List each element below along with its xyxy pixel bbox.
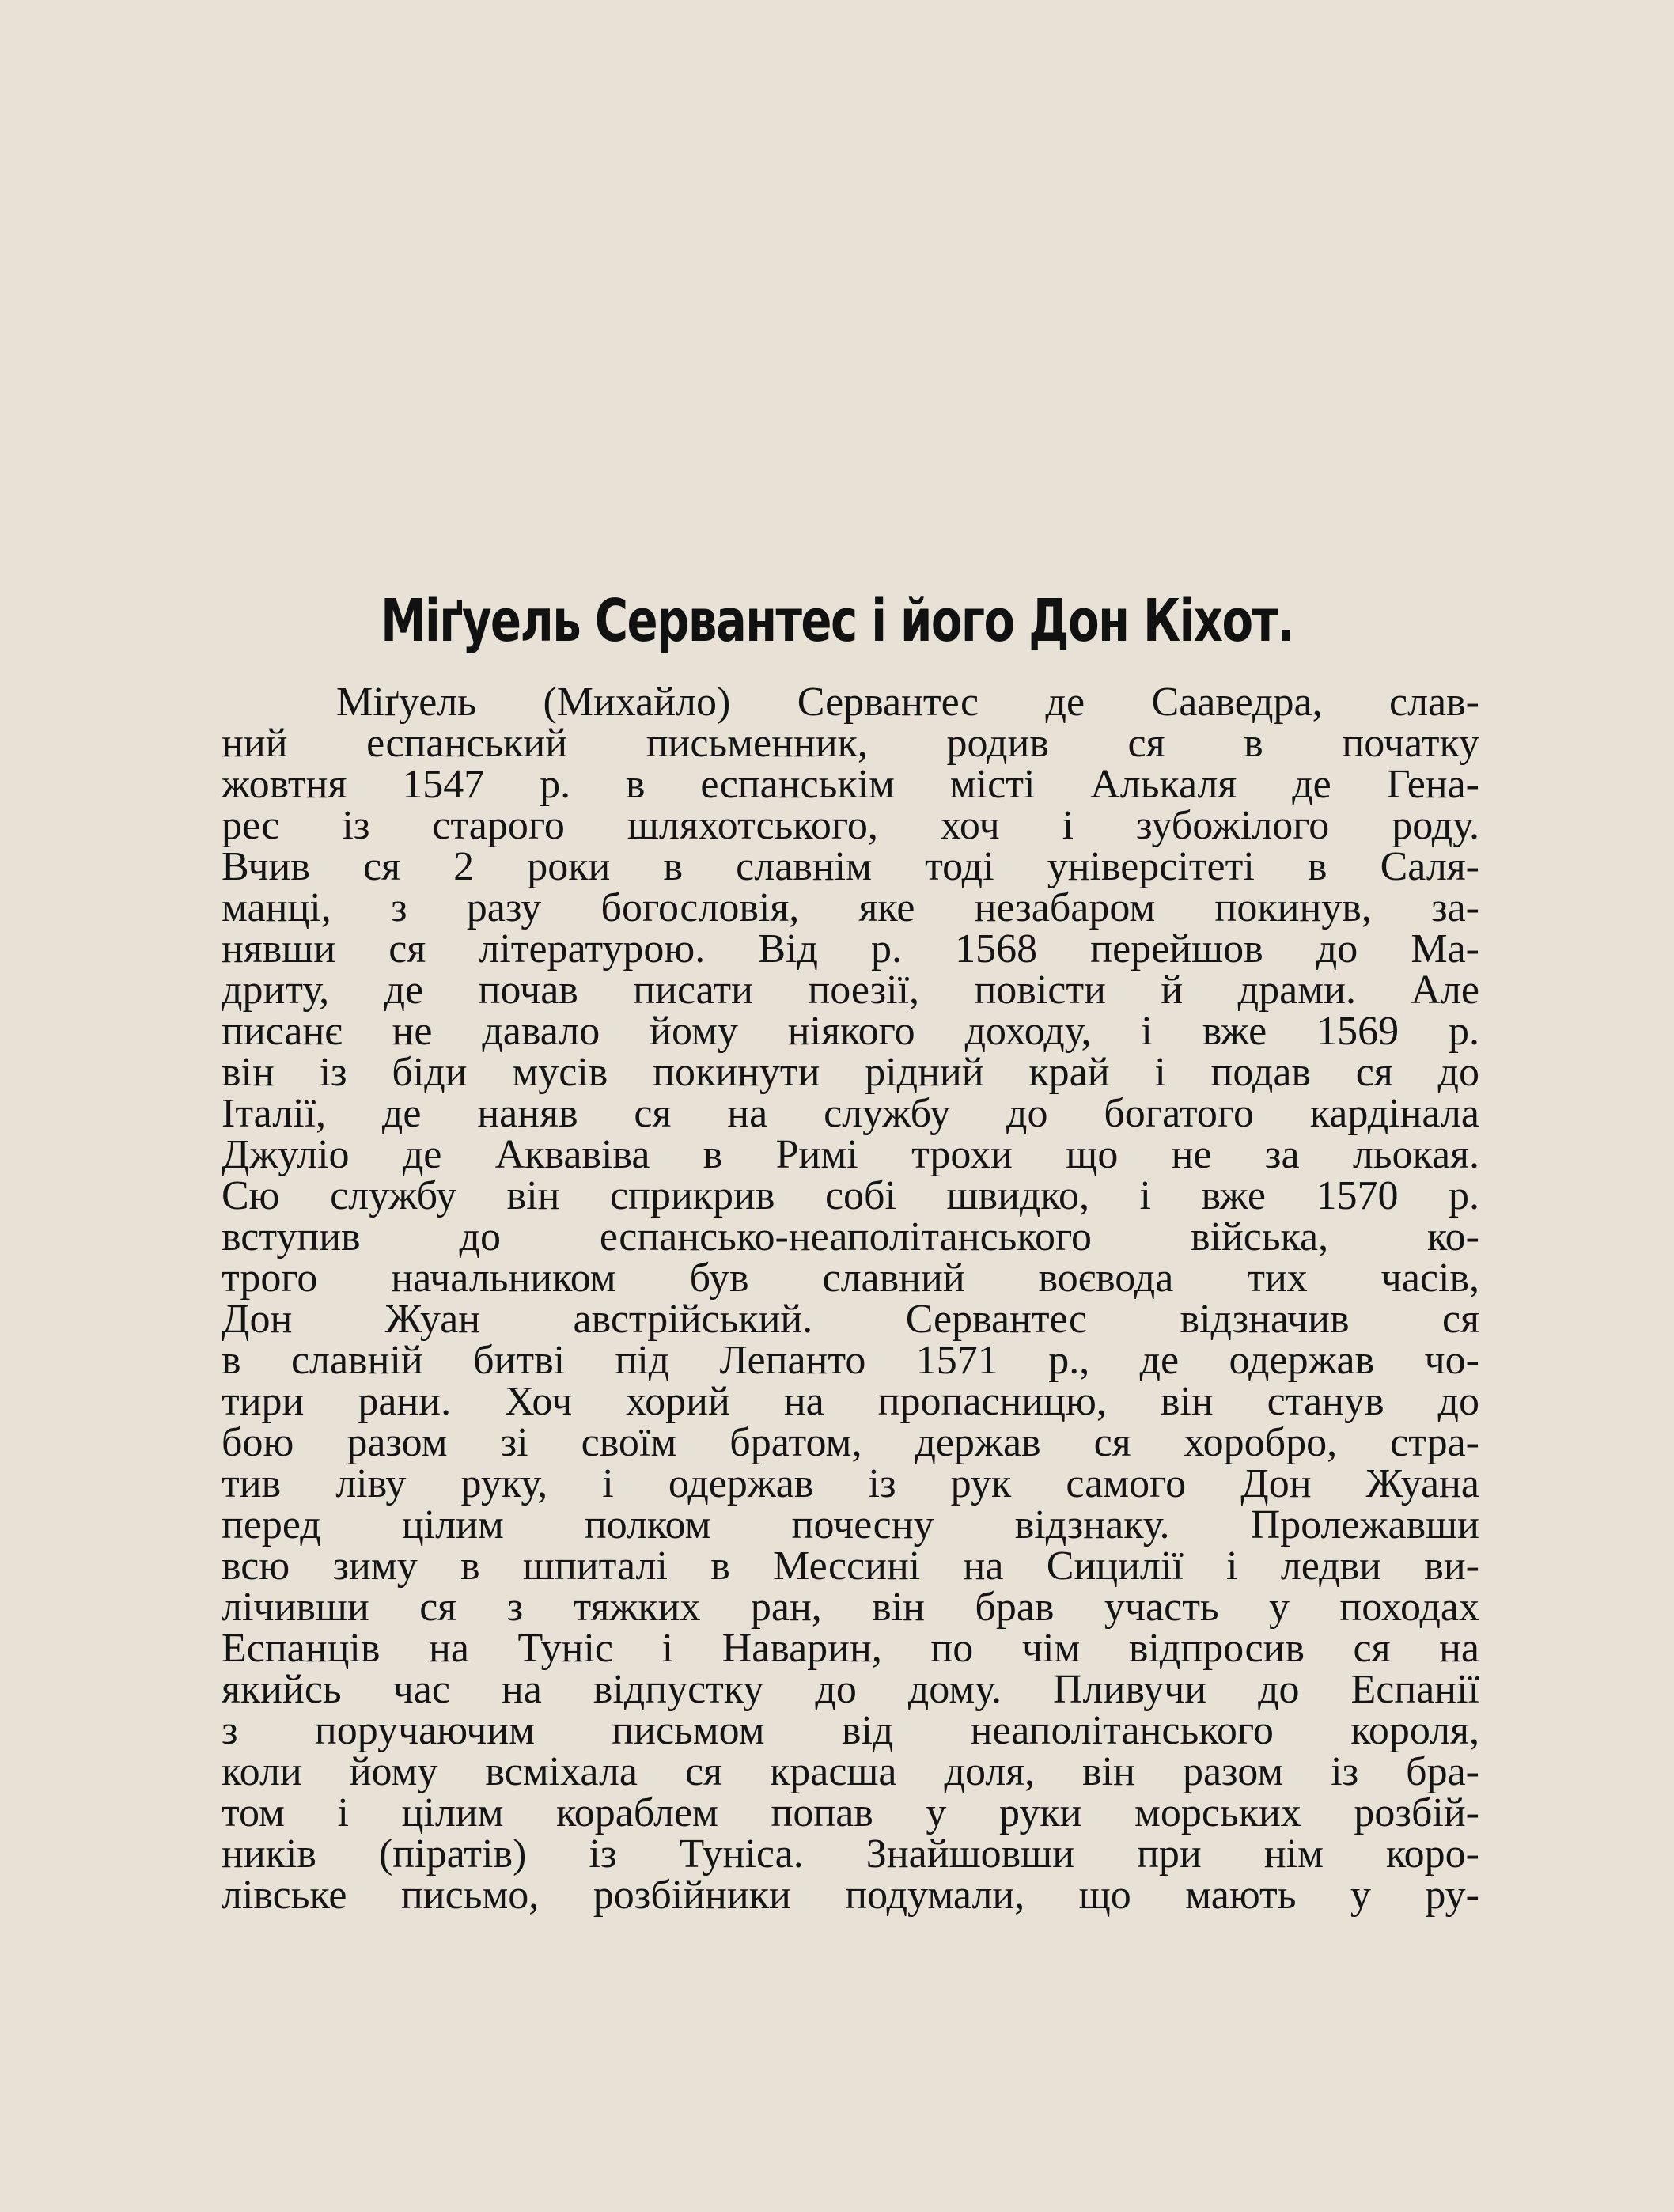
text-line: манці, з разу богословія, яке незабаром покинув, за- xyxy=(222,885,1479,930)
text-line: лівське письмо, розбійники подумали, що мають у ру- xyxy=(222,1873,1479,1918)
text-line: вступив до еспансько-неаполітанського війська, ко- xyxy=(222,1214,1479,1259)
text-line: з поручаючим письмом від неаполітанського короля, xyxy=(222,1708,1479,1753)
text-line: Італії, де наняв ся на службу до богатого кардінала xyxy=(222,1091,1479,1136)
text-line: Міґуель (Михайло) Сервантес де Сааведра, слав- xyxy=(336,680,1479,725)
text-line: дриту, де почав писати поезії, повісти й драми. Але xyxy=(222,968,1479,1013)
text-line: перед цілим полком почесну відзнаку. Пролежавши xyxy=(222,1502,1479,1547)
text-line: трого начальником був славний воєвода тих часів, xyxy=(222,1256,1479,1301)
text-line: якийсь час на відпустку до дому. Пливучи до Еспанії xyxy=(222,1667,1479,1712)
text-line: Еспанців на Туніс і Наварин, по чім відпросив ся на xyxy=(222,1626,1479,1671)
text-line: писанє не давало йому ніякого доходу, і вже 1569 р. xyxy=(222,1009,1479,1054)
text-line: Дон Жуан австрійський. Сервантес відзначив ся xyxy=(222,1297,1479,1342)
page-title: Міґуель Сервантес і його Дон Кіхот. xyxy=(381,587,1293,655)
text-line: в славній битві під Лепанто 1571 р., де одержав чо- xyxy=(222,1338,1479,1383)
text-line: тив ліву руку, і одержав із рук самого Дон Жуана xyxy=(222,1461,1479,1506)
text-line: Вчив ся 2 роки в славнім тоді універсітеті в Саля- xyxy=(222,844,1479,889)
text-line: ників (піратів) із Туніса. Знайшовши при нім коро- xyxy=(222,1831,1479,1877)
text-line: він із біди мусів покинути рідний край і подав ся до xyxy=(222,1050,1479,1095)
text-line: бою разом зі своїм братом, держав ся хоробро, стра- xyxy=(222,1420,1479,1465)
text-line: коли йому всміхала ся красша доля, він разом із бра- xyxy=(222,1749,1479,1794)
text-line: рес із старого шляхотського, хоч і зубожілого роду. xyxy=(222,803,1479,848)
text-line: Джуліо де Аквавіва в Римі трохи що не за льокая. xyxy=(222,1132,1479,1177)
text-line: ний еспанський письменник, родив ся в початку xyxy=(222,721,1479,766)
text-line: Сю службу він сприкрив собі швидко, і вже 1570 р. xyxy=(222,1173,1479,1218)
text-line: нявши ся літературою. Від р. 1568 перейшов до Ма- xyxy=(222,926,1479,972)
text-line: всю зиму в шпиталі в Мессині на Сицилії і ледви ви- xyxy=(222,1543,1479,1589)
text-line: жовтня 1547 р. в еспанськім місті Алькаля де Гена- xyxy=(222,762,1479,807)
text-line: лічивши ся з тяжких ран, він брав участь у походах xyxy=(222,1585,1479,1630)
text-line: тири рани. Хоч хорий на пропасницю, він станув до xyxy=(222,1379,1479,1424)
text-line: том і цілим кораблем попав у руки морських розбій- xyxy=(222,1790,1479,1835)
